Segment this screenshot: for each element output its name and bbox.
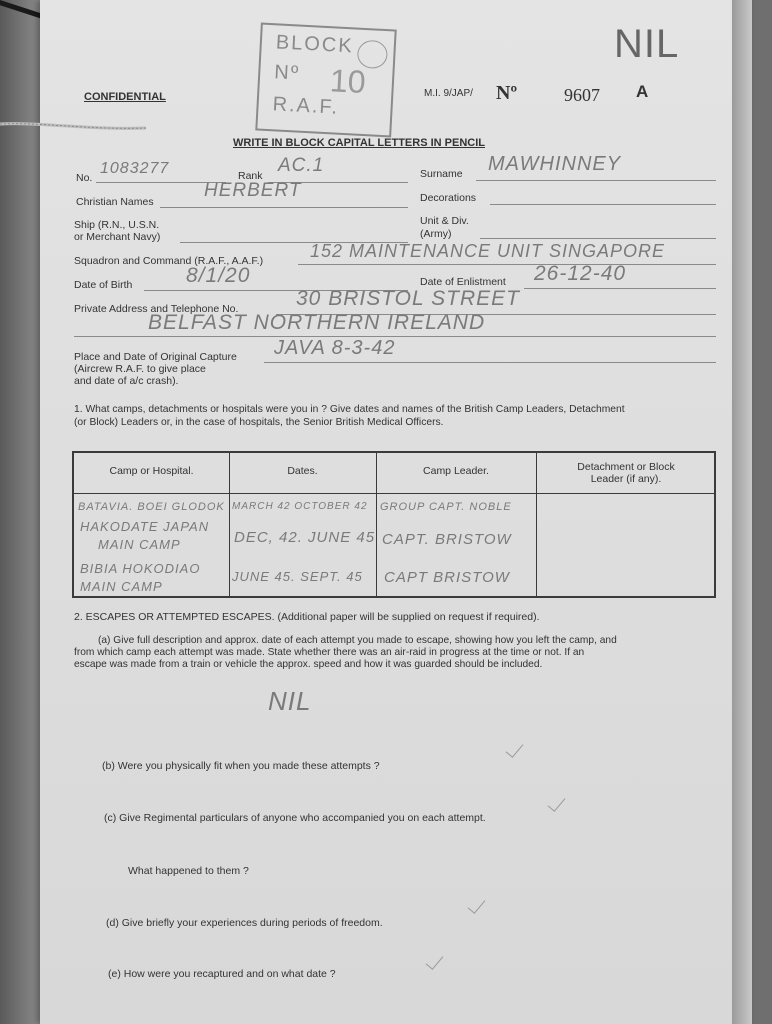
unit-label-1: Unit & Div.: [420, 215, 469, 227]
tick-mark-e: [426, 951, 444, 970]
question-2a-line-1: (a) Give full description and approx. date of each attempt you made to escape, showing how you left the camp, and: [98, 635, 617, 646]
corner-nil-note: NIL: [614, 22, 680, 66]
camp-table: [72, 451, 716, 598]
form-number: 9607: [564, 85, 600, 105]
number-label: Nº: [496, 82, 518, 104]
instruction-heading: WRITE IN BLOCK CAPITAL LETTERS IN PENCIL: [233, 137, 485, 149]
squadron-value: 152 MAINTENANCE UNIT SINGAPORE: [310, 241, 666, 261]
capture-label-3: and date of a/c crash).: [74, 375, 179, 387]
question-2c-sub: What happened to them ?: [128, 865, 249, 877]
question-2a-line-2: from which camp each attempt was made. State whether there was an air-raid in progress at the time or not. If an: [74, 647, 585, 658]
enlistment-value: 26-12-40: [534, 262, 627, 285]
stamp-line-2: Nº: [273, 61, 301, 85]
form-suffix: A: [636, 82, 649, 101]
header-camp-leader: Camp Leader.: [423, 465, 489, 477]
stamp-line-3: R.A.F.: [272, 93, 340, 119]
row-1-leader: GROUP CAPT. NOBLE: [380, 501, 512, 513]
row-4-camp: BIBIA HOKODIAO: [80, 561, 201, 576]
tick-mark-b: [506, 739, 524, 758]
row-4-dates: JUNE 45. SEPT. 45: [232, 569, 363, 584]
question-2a-answer: NIL: [268, 686, 312, 716]
address-value-2: BELFAST NORTHERN IRELAND: [148, 311, 486, 334]
decorations-label: Decorations: [420, 192, 477, 204]
stamp-line-1: BLOCK: [275, 31, 355, 58]
block-stamp: [255, 23, 396, 138]
binding-string: [0, 120, 148, 134]
service-number-value: 1083277: [100, 160, 170, 177]
tick-mark-d: [468, 895, 486, 914]
capture-label-2: (Aircrew R.A.F. to give place: [74, 363, 206, 375]
tick-mark-c: [548, 793, 566, 812]
rank-value: AC.1: [278, 155, 325, 176]
row-2-camp: HAKODATE JAPAN: [80, 519, 210, 534]
form-page: [40, 0, 752, 1024]
dob-value: 8/1/20: [186, 264, 251, 287]
surname-label: Surname: [420, 168, 463, 180]
squadron-label: Squadron and Command (R.A.F., A.A.F.): [74, 255, 264, 267]
row-1-dates: MARCH 42 OCTOBER 42: [232, 501, 368, 512]
question-2d: (d) Give briefly your experiences during periods of freedom.: [106, 917, 383, 929]
capture-label-1: Place and Date of Original Capture: [74, 351, 237, 363]
ship-label-2: or Merchant Navy): [74, 231, 161, 243]
service-number-label: No.: [76, 172, 93, 184]
enlistment-label: Date of Enlistment: [420, 276, 506, 288]
capture-value: JAVA 8-3-42: [274, 337, 396, 359]
header-detachment-leader: Detachment or Block Leader (if any).: [577, 461, 675, 485]
header-dates: Dates.: [287, 465, 318, 477]
row-4-leader: CAPT BRISTOW: [384, 569, 510, 586]
confidential-label: CONFIDENTIAL: [84, 91, 166, 103]
row-5-camp: MAIN CAMP: [80, 579, 163, 594]
question-2e: (e) How were you recaptured and on what date ?: [108, 968, 336, 980]
address-value-1: 30 BRISTOL STREET: [296, 287, 520, 310]
question-1-line-2: (or Block) Leaders or, in the case of hospitals, the Senior British Medical Officers.: [74, 417, 444, 428]
row-3-camp: MAIN CAMP: [98, 537, 181, 552]
ship-label-1: Ship (R.N., U.S.N.: [74, 219, 160, 231]
page-edge: [732, 0, 752, 1024]
christian-names-value: HERBERT: [204, 180, 302, 201]
reference-code: M.I. 9/JAP/: [424, 88, 473, 99]
unit-label-2: (Army): [420, 228, 452, 240]
rank-label: Rank: [238, 170, 263, 182]
row-1-camp: BATAVIA. BOEI GLODOK: [78, 501, 225, 513]
question-2a-line-3: escape was made from a train or vehicle the approx. speed and how it was guarded should be included.: [74, 659, 543, 670]
question-1-line-1: 1. What camps, detachments or hospitals were you in ? Give dates and names of the British Camp Leaders, Detachment: [74, 404, 625, 415]
dob-label: Date of Birth: [74, 279, 133, 291]
question-2b: (b) Were you physically fit when you made these attempts ?: [102, 760, 380, 772]
header-camp: Camp or Hospital.: [109, 465, 194, 477]
row-2-dates: DEC, 42. JUNE 45: [234, 529, 376, 546]
stamp-number: 10: [329, 62, 367, 101]
row-2-leader: CAPT. BRISTOW: [382, 531, 512, 548]
christian-names-label: Christian Names: [76, 196, 154, 208]
stamp-doodle: [357, 40, 388, 70]
surname-value: MAWHINNEY: [488, 153, 622, 175]
question-2c: (c) Give Regimental particulars of anyone who accompanied you on each attempt.: [104, 812, 486, 824]
address-label: Private Address and Telephone No.: [74, 303, 239, 315]
question-2-title: 2. ESCAPES OR ATTEMPTED ESCAPES. (Additional paper will be supplied on request if required).: [74, 611, 540, 623]
